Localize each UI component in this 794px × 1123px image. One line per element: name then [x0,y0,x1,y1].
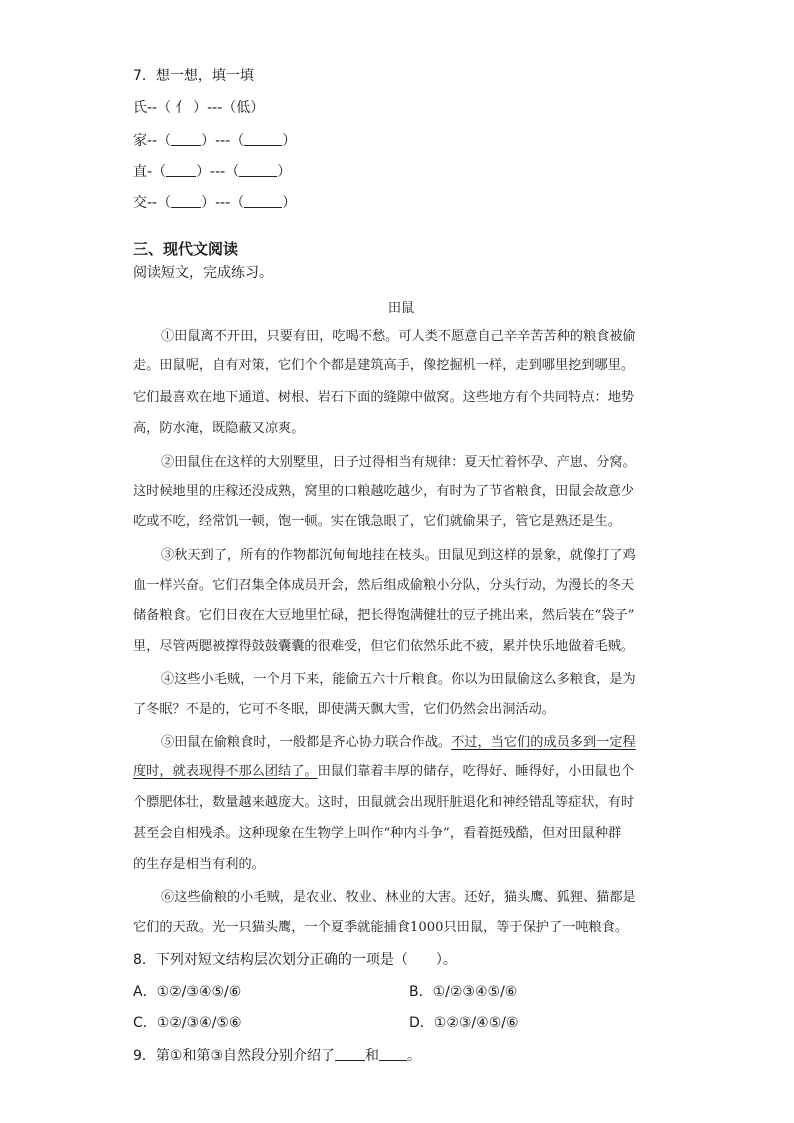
q7-row-mid: ）---（ [193,100,237,116]
q7-row-sep: -（ [147,164,167,180]
q7-row-end: ） [282,133,297,149]
q7-row-3 [133,162,291,181]
q7-row-sep: --（ [147,195,172,211]
passage-line: 血一样兴奋。它们召集全体成员开会，然后组成偷粮小分队，分头行动，为漫长的冬天 [133,578,635,593]
passage-line [161,734,636,752]
q8-option-d[interactable]: D．①②③/④⑤/⑥ [409,1015,519,1031]
passage-text: 田鼠们靠着丰厚的储存，吃得好、睡得好，小田鼠也个 [317,764,635,779]
q7-blank-2[interactable] [244,131,282,146]
q8-option-c[interactable]: C．①②/③④/⑤⑥ [133,1015,242,1031]
passage-line: 它们的天敌。光一只猫头鹰，一个夏季就能捕食1000只田鼠，等于保护了一吨粮食。 [133,920,629,935]
q7-row-sep: --（ [147,133,172,149]
q7-row-char: 家 [133,133,147,149]
q7-blank-1[interactable] [171,131,201,146]
q7-row-2 [133,131,296,150]
q7-row-1 [133,99,264,117]
passage-line: 吃或不吃，经常饥一顿，饱一顿。实在饿急眼了，它们就偷果子，管它是熟还是生。 [133,514,621,529]
q7-blank-1[interactable] [171,193,201,208]
q7-row-mid: ）---（ [201,133,245,149]
q8-option-a[interactable]: A．①②/③④⑤/⑥ [133,984,242,1000]
q7-row-end: ） [277,164,292,180]
passage-line: 了冬眠？不是的，它可不冬眠，即使满天飘大雪，它们仍然会出洞活动。 [133,702,555,717]
passage-line: 甚至会自相残杀。这种现象在生物学上叫作“种内斗争”，看着挺残酷，但对田鼠种群 [133,826,622,841]
q9-question [133,1046,421,1065]
q7-row-4 [133,193,296,212]
passage-line: 高，防水淹，既隐蔽又凉爽。 [133,421,305,436]
q8-option-b[interactable]: B．①/②③④⑤/⑥ [409,984,518,1000]
q7-row-end: ） [250,100,265,116]
underlined-sentence: 度时，就表现得不那么团结了。 [133,764,318,779]
q7-row-sep: --（ [147,100,172,116]
q9-text: 。 [407,1048,422,1064]
passage-line: ③秋天到了，所有的作物都沉甸甸地挂在枝头。田鼠见到这样的景象，就像打了鸡 [161,548,636,563]
q7-row-end: ） [282,195,297,211]
underlined-sentence: 不过，当它们的成员多到一定程 [451,735,636,750]
passage-title: 田鼠 [387,301,415,316]
passage-text: ⑤田鼠在偷粮食时，一般都是齐心协力联合作战。 [161,735,452,750]
q7-row-char: 氏 [133,100,147,116]
passage-line: ①田鼠离不开田，只要有田，吃喝不愁。可人类不愿意自己辛辛苦苦种的粮食被偷 [161,329,636,344]
q7-blank-2[interactable] [244,193,282,208]
q7-row-mid: ）---（ [196,164,240,180]
q7-blank-2[interactable] [239,162,277,177]
passage-line: 储备粮食。它们日夜在大豆地里忙碌，把长得饱满健壮的豆子挑出来，然后装在“袋子” [133,608,635,623]
q7-blank-1[interactable]: 亻 [175,100,190,116]
passage-line: 它们最喜欢在地下通道、树根、岩石下面的缝隙中做窝。这些地方有个共同特点：地势 [133,390,635,405]
q7-blank-1[interactable] [166,162,196,177]
q9-text: 和 [365,1048,380,1064]
passage-line: 走。田鼠呢，自有对策，它们个个都是建筑高手，像挖掘机一样，走到哪里挖到哪里。 [133,358,635,373]
q8-question: 8．下列对短文结构层次划分正确的一项是（ ）。 [133,952,457,968]
passage-line: 个膘肥体壮，数量越来越庞大。这时，田鼠就会出现肝脏退化和神经错乱等症状，有时 [133,795,635,810]
section-heading: 三、现代文阅读 [133,240,239,258]
passage-line: ②田鼠住在这样的大别墅里，日子过得相当有规律：夏天忙着怀孕、产崽、分窝。 [161,455,636,470]
q7-blank-2[interactable]: 低 [236,100,251,116]
q7-title: 7．想一想，填一填 [133,68,254,84]
q9-text: 9．第①和第③自然段分别介绍了 [133,1048,336,1064]
section-instruction: 阅读短文，完成练习。 [133,265,273,281]
q7-row-char: 交 [133,195,147,211]
passage-line: 里，尽管两腮被撑得鼓鼓囊囊的很难受，但它们依然乐此不疲，累并快乐地做着毛贼。 [133,639,635,654]
passage-line: 的生存是相当有利的。 [133,857,265,872]
passage-line: ④这些小毛贼，一个月下来，能偷五六十斤粮食。你以为田鼠偷这么多粮食，是为 [161,672,636,687]
passage-line: ⑥这些偷粮的小毛贼，是农业、牧业、林业的大害。还好，猫头鹰、狐狸、猫都是 [161,890,636,905]
q7-row-mid: ）---（ [201,195,245,211]
q7-row-char: 直 [133,164,147,180]
passage-line: 这时候地里的庄稼还没成熟，窝里的口粮越吃越少，有时为了节省粮食，田鼠会故意少 [133,484,635,499]
q9-blank-1[interactable] [335,1046,365,1061]
q9-blank-2[interactable] [379,1046,407,1061]
passage-line [133,763,634,781]
